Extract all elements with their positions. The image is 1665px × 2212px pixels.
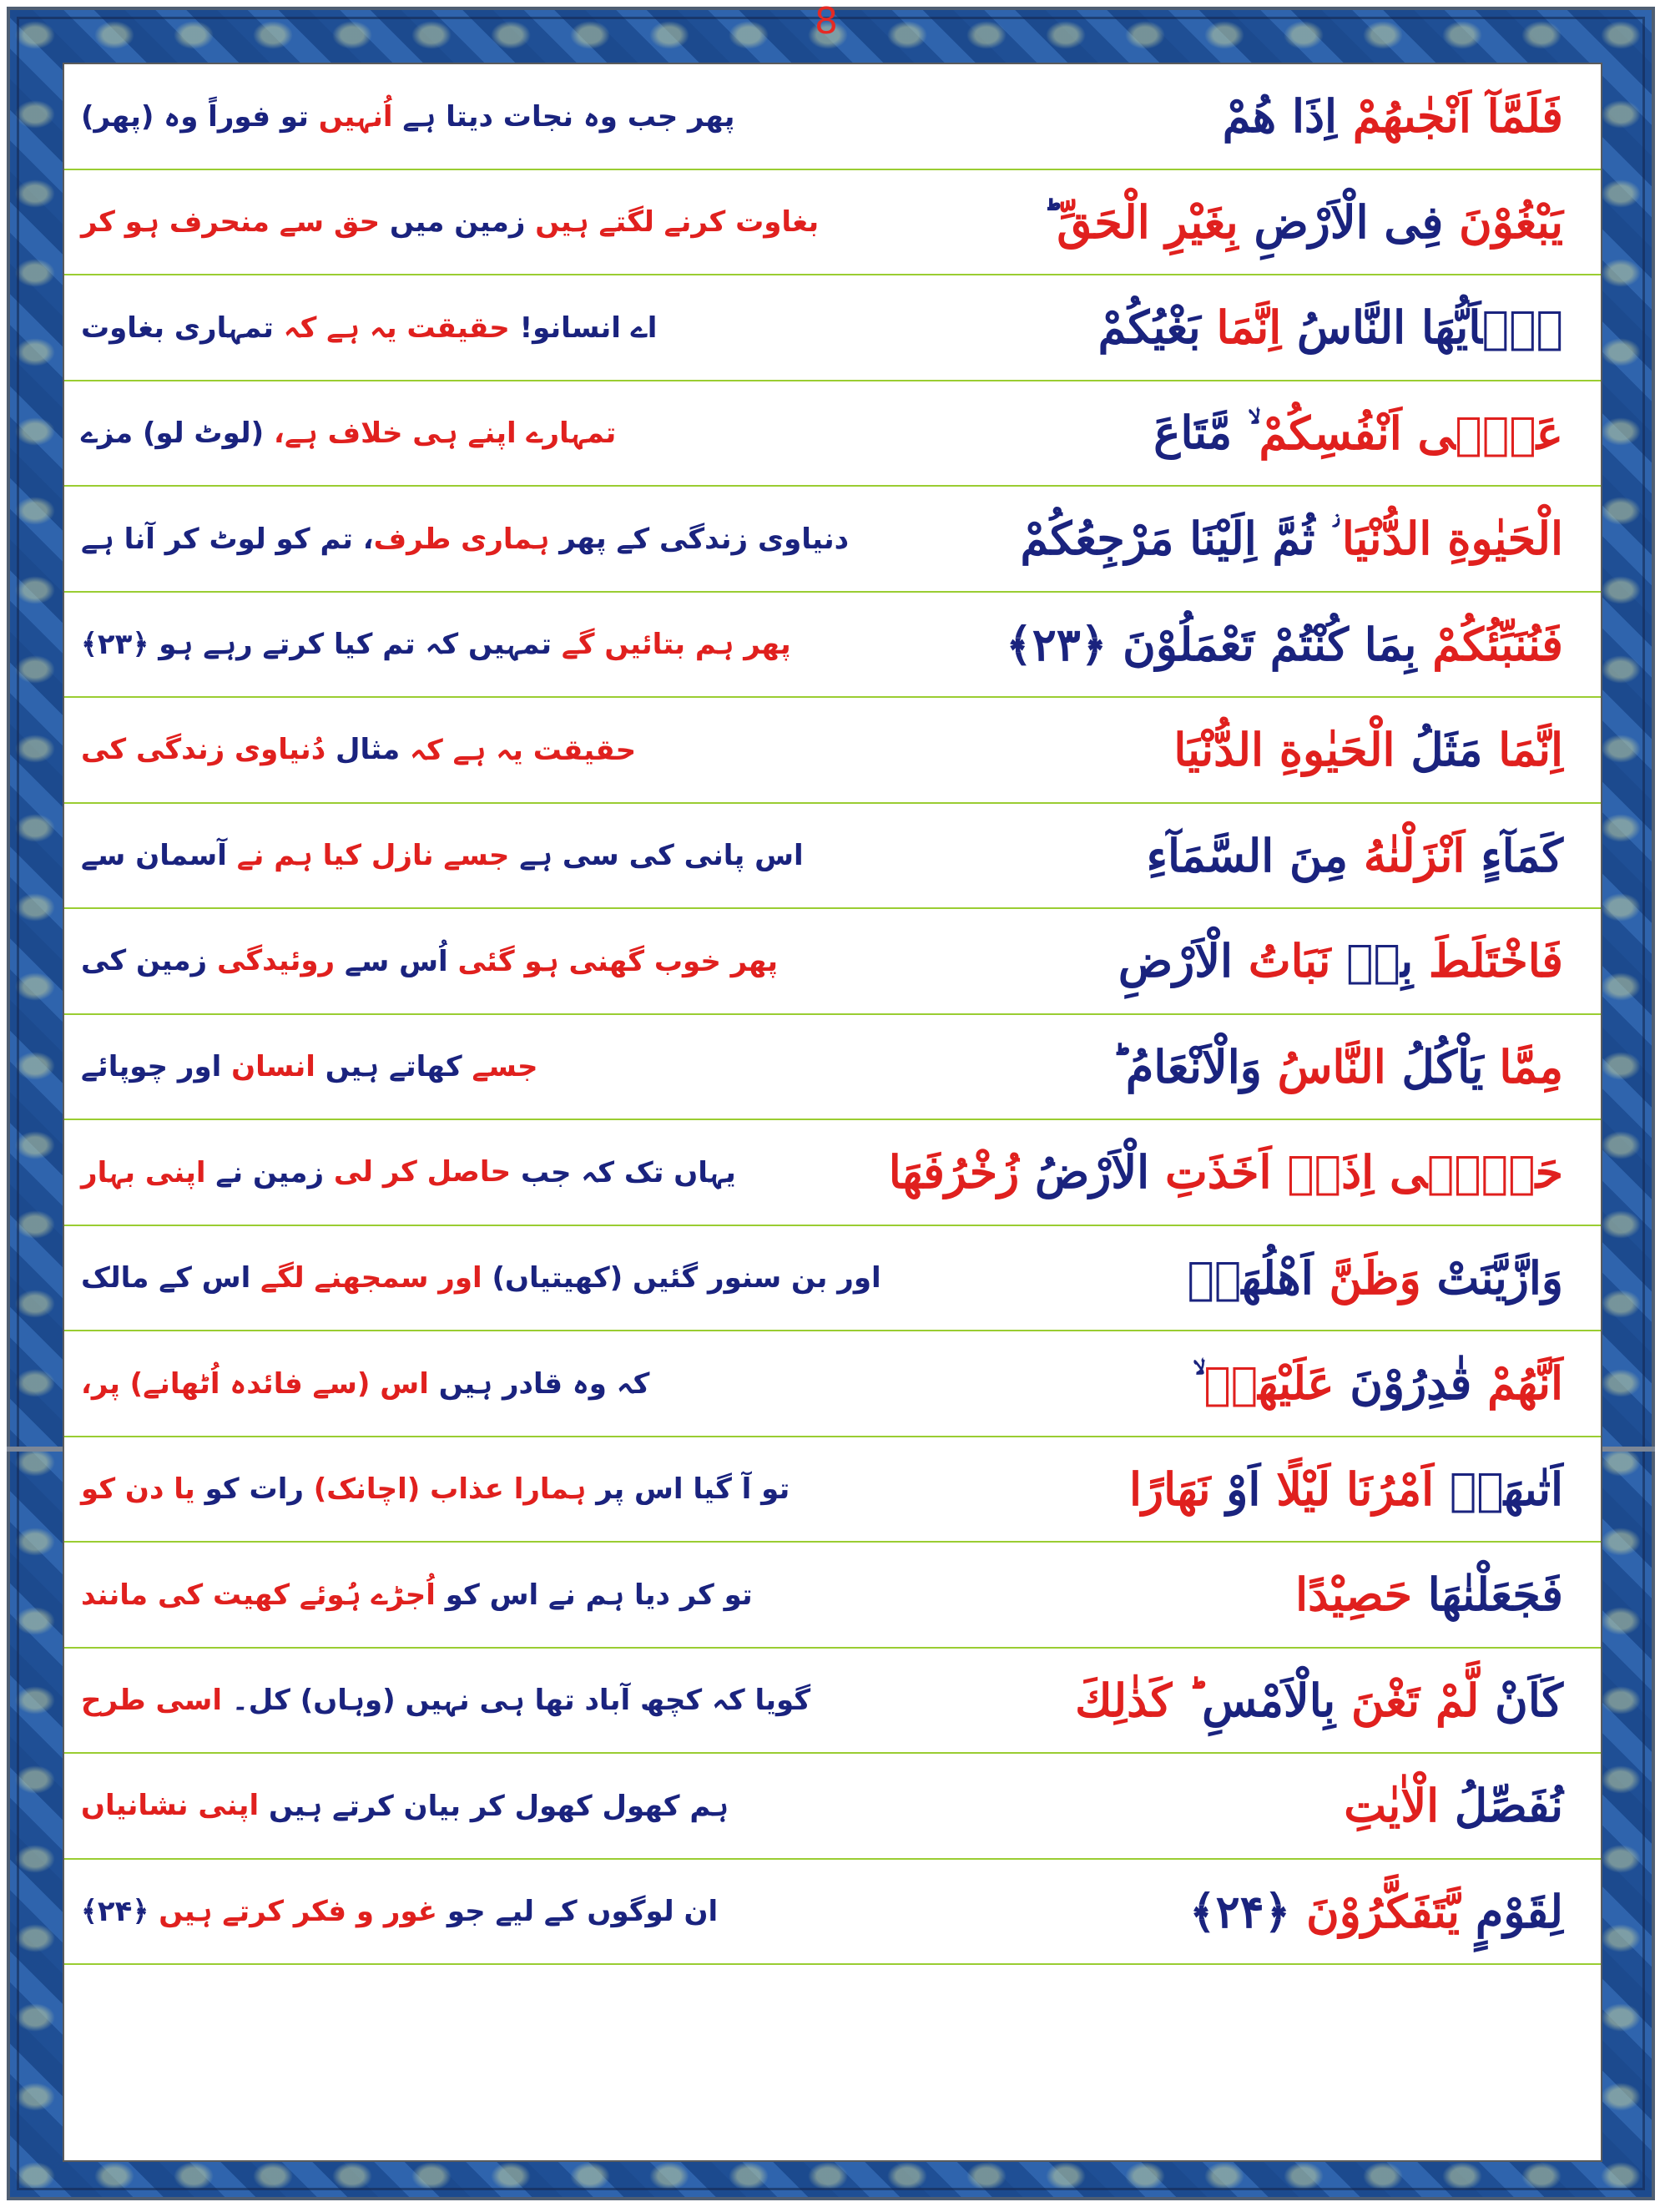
page-number: 8 bbox=[815, 0, 838, 43]
urdu-translation-text bbox=[81, 804, 832, 908]
arabic-segment: مِنَ السَّمَآءِ bbox=[1146, 828, 1349, 882]
urdu-segment: اسی طرح bbox=[81, 1683, 223, 1717]
arabic-segment: اَتٰٮهَاۤ bbox=[1434, 1462, 1563, 1516]
arabic-verse-text bbox=[812, 1649, 1563, 1753]
urdu-segment: یہاں تک کہ جب bbox=[511, 1155, 736, 1189]
verse-row bbox=[64, 275, 1601, 381]
urdu-segment: زمین میں bbox=[380, 205, 526, 239]
urdu-segment: اور سمجھنے لگے bbox=[250, 1261, 482, 1295]
verse-row bbox=[64, 909, 1601, 1015]
arabic-segment: زُخْرُفَهَا bbox=[888, 1145, 1020, 1199]
arabic-segment: اَمْرُنَا لَيْلًا bbox=[1260, 1462, 1435, 1516]
arabic-verse-text bbox=[812, 275, 1563, 380]
urdu-segment: تمہاری بغاوت bbox=[81, 311, 274, 345]
urdu-segment: ہمارا عذاب (اچانک) bbox=[303, 1472, 587, 1507]
arabic-verse-text bbox=[812, 1860, 1563, 1964]
urdu-segment: اُجڑے ہُوئے کھیت کی مانند bbox=[81, 1578, 436, 1612]
urdu-segment: اُنہیں bbox=[308, 99, 393, 134]
arabic-verse-text bbox=[812, 909, 1563, 1013]
arabic-segment: اِذَا هُمْ bbox=[1222, 89, 1338, 144]
arabic-segment: وَظَنَّ bbox=[1313, 1250, 1421, 1305]
arabic-segment: ﴿۲۳﴾ bbox=[1006, 617, 1107, 671]
urdu-translation-text bbox=[81, 593, 832, 697]
urdu-segment: اس پانی کی سی ہے bbox=[509, 839, 804, 873]
verse-row bbox=[64, 698, 1601, 804]
arabic-segment: الْحَيٰوةِ الدُّنْيَا bbox=[1341, 512, 1563, 566]
arabic-segment: اِنَّمَا bbox=[1200, 300, 1282, 355]
arabic-verse-text bbox=[812, 487, 1563, 591]
arabic-segment: بِهٖ bbox=[1330, 934, 1414, 988]
arabic-segment: بِالْاَمْسِ bbox=[1202, 1673, 1336, 1727]
arabic-segment: اَنَّهُمْ bbox=[1471, 1356, 1563, 1411]
arabic-segment: اَوْ bbox=[1210, 1462, 1261, 1516]
arabic-verse-text bbox=[812, 1226, 1563, 1331]
urdu-translation-text bbox=[81, 1543, 832, 1647]
arabic-segment: ؗ ثُمَّ اِلَيْنَا مَرْجِعُكُمْ bbox=[1020, 511, 1342, 565]
arabic-segment: بَغْيُكُمْ bbox=[1097, 300, 1201, 355]
verse-panel bbox=[63, 63, 1602, 2162]
urdu-segment: تمہارے اپنے ہی خلاف ہے، bbox=[264, 417, 617, 451]
urdu-segment: انسان bbox=[221, 1049, 315, 1083]
arabic-verse-text bbox=[812, 1543, 1563, 1647]
arabic-segment: اِنَّمَا bbox=[1482, 723, 1563, 777]
arabic-segment: كَاَنْ bbox=[1479, 1673, 1563, 1727]
urdu-segment: ہماری طرف bbox=[373, 522, 550, 556]
urdu-segment: زمین کی bbox=[81, 944, 208, 978]
arabic-segment: وَالْاَنْعَامُ ؕ bbox=[1111, 1039, 1262, 1093]
arabic-segment: نَهَارًا bbox=[1129, 1462, 1211, 1516]
urdu-segment: حاصل کر لی bbox=[324, 1155, 512, 1189]
verse-row bbox=[64, 1754, 1601, 1860]
verse-row bbox=[64, 170, 1601, 276]
urdu-segment: یا دن کو bbox=[81, 1472, 195, 1506]
arabic-segment: نُفَصِّلُ bbox=[1439, 1779, 1563, 1833]
urdu-translation-text bbox=[81, 1860, 832, 1964]
urdu-segment: آسمان سے bbox=[81, 839, 227, 873]
arabic-segment: مَثَلُ bbox=[1395, 723, 1483, 777]
arabic-segment: قٰدِرُوْنَ bbox=[1334, 1356, 1472, 1411]
urdu-segment: کل۔ bbox=[222, 1684, 290, 1718]
urdu-segment: بغاوت کرنے لگتے ہیں bbox=[525, 205, 820, 240]
arabic-segment: ؕ bbox=[1042, 194, 1057, 249]
urdu-segment: اور چوپائے bbox=[81, 1050, 222, 1084]
urdu-segment: اس (سے فائدہ اُٹھانے) پر، bbox=[81, 1366, 429, 1401]
verse-row bbox=[64, 1120, 1601, 1226]
arabic-segment: الْاَرْضِ bbox=[1118, 934, 1234, 988]
arabic-segment: فَجَعَلْنٰهَا bbox=[1411, 1568, 1563, 1622]
arabic-segment: ۙ bbox=[1192, 1356, 1204, 1410]
urdu-translation-text bbox=[81, 381, 832, 486]
verse-row bbox=[64, 1331, 1601, 1437]
urdu-segment: ﴿۲۳﴾ bbox=[81, 628, 149, 662]
arabic-verse-text bbox=[812, 170, 1563, 275]
arabic-segment: اِذَاۤ اَخَذَتِ bbox=[1149, 1145, 1375, 1199]
urdu-segment: رات کو bbox=[194, 1472, 304, 1506]
urdu-segment: روئیدگی bbox=[207, 944, 336, 978]
urdu-translation-text bbox=[81, 1120, 832, 1225]
arabic-segment: حَتّٰۤى bbox=[1374, 1145, 1563, 1199]
arabic-segment: ؕ كَذٰلِكَ bbox=[1075, 1673, 1203, 1727]
urdu-segment: دُنیاوی زندگی کی bbox=[81, 733, 326, 767]
arabic-segment: يَاْكُلُ bbox=[1385, 1039, 1484, 1093]
arabic-segment: ﴿۲۴﴾ bbox=[1189, 1884, 1291, 1938]
urdu-segment: (لوٹ لو) مزے bbox=[81, 417, 265, 451]
urdu-translation-text bbox=[81, 275, 832, 380]
urdu-segment: حق سے منحرف ہو کر bbox=[81, 205, 381, 240]
urdu-translation-text bbox=[81, 1226, 881, 1331]
arabic-segment: الْاَرْضُ bbox=[1019, 1145, 1150, 1199]
urdu-segment: اور بن سنور گئیں (کھیتیاں) bbox=[482, 1260, 881, 1295]
arabic-segment: فَنُنَبِّئُكُمْ bbox=[1416, 617, 1563, 671]
arabic-segment: الْاٰيٰتِ bbox=[1344, 1779, 1440, 1833]
arabic-segment: مِمَّا bbox=[1483, 1039, 1563, 1093]
urdu-segment: ﴿۲۴﴾ bbox=[81, 1895, 149, 1929]
urdu-translation-text bbox=[81, 1437, 832, 1542]
arabic-segment: فَلَمَّآ اَنْجٰىهُمْ bbox=[1337, 89, 1563, 144]
arabic-segment: ۙ مَّتَاعَ bbox=[1153, 406, 1259, 460]
arabic-segment: الْحَيٰوةِ الدُّنْيَا bbox=[1173, 723, 1395, 777]
arabic-verse-text bbox=[812, 1437, 1563, 1542]
arabic-verse-text bbox=[812, 698, 1563, 802]
urdu-segment: جسے bbox=[462, 1050, 538, 1084]
urdu-segment: کہ وہ قادر ہیں bbox=[428, 1366, 650, 1401]
verse-row bbox=[64, 1437, 1601, 1543]
urdu-segment: تو کر دیا ہم نے اس کو bbox=[435, 1578, 753, 1612]
arabic-verse-text bbox=[812, 804, 1563, 908]
arabic-segment: يٰۤاَيُّهَا النَّاسُ bbox=[1281, 300, 1563, 355]
urdu-translation-text bbox=[81, 487, 850, 591]
urdu-translation-text bbox=[81, 909, 832, 1013]
arabic-verse-text bbox=[812, 64, 1563, 169]
arabic-verse-text bbox=[812, 1754, 1563, 1858]
verse-row bbox=[64, 804, 1601, 910]
arabic-segment: بِمَا كُنْتُمْ تَعْمَلُوْنَ bbox=[1107, 617, 1417, 671]
arabic-verse-text bbox=[812, 1331, 1563, 1436]
arabic-segment: حَصِيْدًا bbox=[1295, 1568, 1412, 1622]
arabic-segment: اَنْزَلْنٰهُ bbox=[1348, 828, 1466, 882]
urdu-translation-text bbox=[81, 1331, 832, 1436]
urdu-segment: پھر خوب گھنی ہو گئی bbox=[447, 944, 779, 978]
urdu-translation-text bbox=[81, 1015, 832, 1119]
urdu-segment: ، تم کو لوٹ کر آنا ہے bbox=[81, 522, 374, 556]
urdu-segment: تو فوراً وہ (پھر) bbox=[81, 99, 309, 134]
verse-row bbox=[64, 1226, 1601, 1332]
arabic-verse-text bbox=[812, 1015, 1563, 1119]
verse-row bbox=[64, 1860, 1601, 1966]
urdu-translation-text bbox=[81, 698, 832, 802]
urdu-segment: ہم کھول کھول کر بیان کرتے ہیں bbox=[259, 1789, 729, 1823]
urdu-segment: کھاتے ہیں bbox=[315, 1050, 462, 1084]
urdu-segment: غور و فکر کرتے ہیں bbox=[149, 1895, 437, 1929]
arabic-segment: اَهْلُهَاۤ bbox=[1187, 1250, 1314, 1305]
urdu-segment: حقیقت یہ ہے کہ bbox=[273, 311, 510, 345]
arabic-verse-text bbox=[812, 1120, 1563, 1225]
urdu-translation-text bbox=[81, 170, 832, 275]
arabic-segment: يَّتَفَكَّرُوْنَ bbox=[1290, 1884, 1461, 1938]
urdu-segment: ان لوگوں کے لیے جو bbox=[437, 1895, 719, 1929]
urdu-segment: اپنی نشانیاں bbox=[81, 1789, 260, 1823]
verse-row bbox=[64, 381, 1601, 487]
verse-row bbox=[64, 1649, 1601, 1755]
arabic-segment: عَلَيْهَاۤ bbox=[1203, 1356, 1335, 1411]
arabic-segment: بِغَيْرِ الْحَقِّ bbox=[1057, 194, 1239, 249]
arabic-verse-text bbox=[812, 593, 1563, 697]
verse-row bbox=[64, 1015, 1601, 1121]
urdu-segment: مثال bbox=[325, 733, 401, 767]
arabic-segment: النَّاسُ bbox=[1261, 1039, 1386, 1093]
arabic-segment: لَّمْ تَغْنَ bbox=[1335, 1673, 1480, 1727]
urdu-segment: اے انسانو! bbox=[509, 311, 658, 345]
urdu-segment: حقیقت یہ ہے کہ bbox=[400, 733, 637, 767]
arabic-segment: عَلٰۤى اَنْفُسِكُمْ bbox=[1259, 406, 1563, 460]
urdu-translation-text bbox=[81, 1754, 832, 1858]
urdu-segment: پھر ہم بتائیں گے bbox=[551, 628, 791, 662]
verse-row bbox=[64, 593, 1601, 699]
urdu-segment: اپنی بہار bbox=[81, 1155, 206, 1189]
urdu-translation-text bbox=[81, 64, 832, 169]
arabic-verse-text bbox=[812, 381, 1563, 486]
arabic-segment: لِقَوْمٍ bbox=[1460, 1884, 1563, 1938]
urdu-translation-text bbox=[81, 1649, 832, 1753]
urdu-segment: اُس سے bbox=[335, 944, 448, 978]
urdu-segment: گویا کہ کچھ آباد تھا ہی نہیں (وہاں) bbox=[290, 1684, 811, 1718]
arabic-segment: نَبَاتُ bbox=[1233, 934, 1331, 988]
urdu-segment: تو آ گیا اس پر bbox=[586, 1472, 790, 1506]
arabic-segment: يَبْغُوْنَ bbox=[1443, 194, 1563, 249]
urdu-segment: زمین نے bbox=[205, 1155, 325, 1189]
urdu-segment: پھر جب وہ نجات دیتا ہے bbox=[392, 99, 735, 134]
urdu-segment: دنیاوی زندگی کے bbox=[606, 522, 850, 556]
arabic-segment: كَمَآءٍ bbox=[1465, 828, 1563, 882]
urdu-segment: جسے نازل کیا ہم نے bbox=[226, 839, 510, 873]
urdu-segment: تمہیں کہ تم کیا کرتے رہے ہو bbox=[149, 628, 552, 662]
verse-row bbox=[64, 64, 1601, 170]
urdu-segment: پھر bbox=[549, 522, 607, 556]
verse-row bbox=[64, 487, 1601, 593]
arabic-segment: وَازَّيَّنَتْ bbox=[1420, 1250, 1563, 1305]
verse-row bbox=[64, 1543, 1601, 1649]
urdu-segment: اس کے مالک bbox=[81, 1261, 251, 1295]
arabic-segment: فِى الْاَرْضِ bbox=[1238, 194, 1444, 249]
arabic-segment: فَاخْتَلَطَ bbox=[1413, 934, 1563, 988]
verse-list bbox=[64, 64, 1601, 1965]
